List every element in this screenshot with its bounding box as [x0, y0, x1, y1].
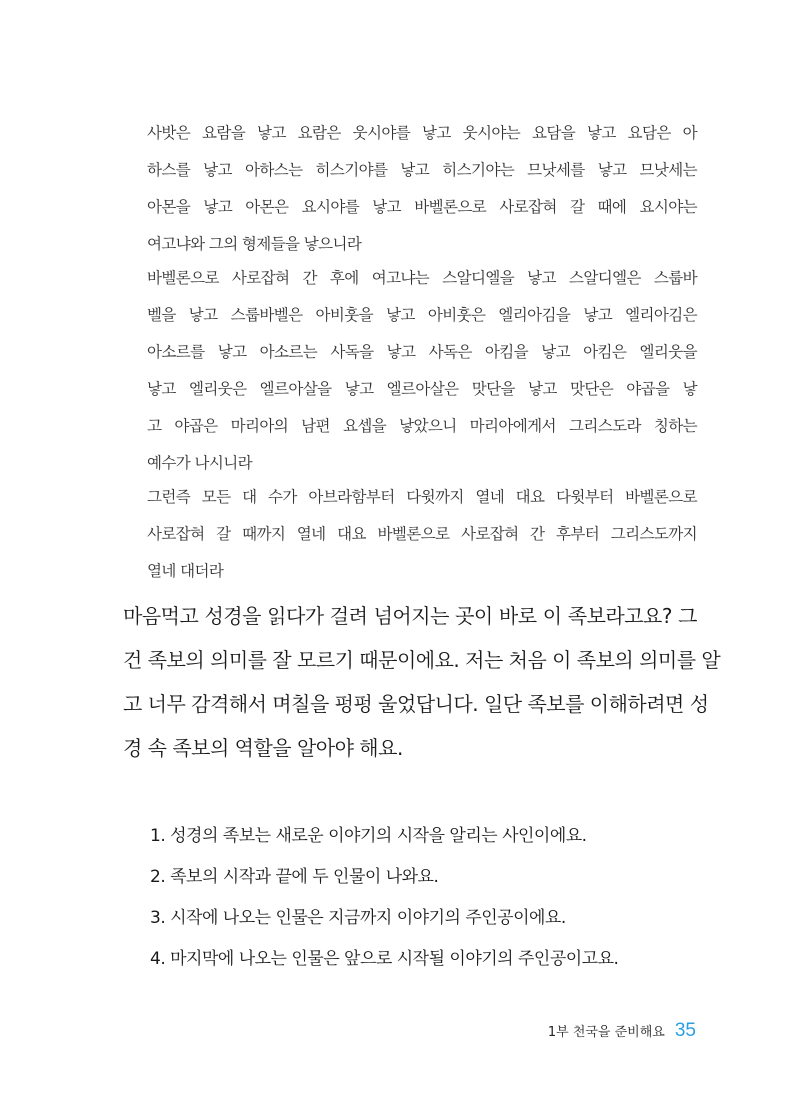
quote-line: 하스를 낳고 아하스는 히스기야를 낳고 히스기야는 므낫세를 낳고 므낫세는 [147, 161, 697, 179]
list-item: 3. 시작에 나오는 인물은 지금까지 이야기의 주인공이에요. [150, 908, 566, 928]
body-line: 경 속 족보의 역할을 알아야 해요. [123, 736, 403, 760]
quote-line: 바벨론으로 사로잡혀 간 후에 여고냐는 스알디엘을 낳고 스알디엘은 스룹바 [147, 269, 697, 287]
body-line: 고 너무 감격해서 며칠을 펑펑 울었답니다. 일단 족보를 이해하려면 성 [123, 692, 709, 716]
body-line: 건 족보의 의미를 잘 모르기 때문이에요. 저는 처음 이 족보의 의미를 알 [123, 648, 721, 672]
section-title: 1부 천국을 준비해요 [547, 1025, 665, 1040]
quote-line: 사로잡혀 갈 때까지 열네 대요 바벨론으로 사로잡혀 간 후부터 그리스도까지 [147, 525, 697, 543]
page-footer [548, 1020, 696, 1042]
body-line: 마음먹고 성경을 읽다가 걸려 넘어지는 곳이 바로 이 족보라고요? 그 [123, 604, 697, 628]
quote-line: 사밧은 요람을 낳고 요람은 웃시야를 낳고 웃시야는 요담을 낳고 요담은 아 [147, 124, 697, 142]
list-item: 2. 족보의 시작과 끝에 두 인물이 나와요. [150, 867, 439, 887]
quote-line: 아몬을 낳고 아몬은 요시야를 낳고 바벨론으로 사로잡혀 갈 때에 요시야는 [147, 198, 697, 216]
list-item: 4. 마지막에 나오는 인물은 앞으로 시작될 이야기의 주인공이고요. [150, 949, 619, 969]
body-paragraph [123, 594, 721, 770]
list-item: 1. 성경의 족보는 새로운 이야기의 시작을 알리는 사인이에요. [150, 826, 587, 846]
scripture-quote-3 [147, 479, 697, 590]
quote-line: 열네 대더라 [147, 562, 224, 580]
page-number: 35 [674, 1020, 696, 1041]
quote-line: 예수가 나시니라 [147, 454, 252, 472]
quote-line: 그런즉 모든 대 수가 아브라함부터 다윗까지 열네 대요 다윗부터 바벨론으로 [147, 488, 697, 506]
quote-line: 벨을 낳고 스룹바벨은 아비훗을 낳고 아비훗은 엘리아김을 낳고 엘리아김은 [147, 306, 697, 324]
quote-line: 고 야곱은 마리아의 남편 요셉을 낳았으니 마리아에게서 그리스도라 칭하는 [147, 417, 697, 435]
scripture-quote-1 [147, 115, 697, 263]
quote-line: 낳고 엘리웃은 엘르아살을 낳고 엘르아살은 맛단을 낳고 맛단은 야곱을 낳 [147, 380, 697, 398]
quote-line: 여고냐와 그의 형제들을 낳으니라 [147, 235, 362, 253]
numbered-list [150, 816, 618, 980]
scripture-quote-2 [147, 260, 697, 482]
quote-line: 아소르를 낳고 아소르는 사독을 낳고 사독은 아킴을 낳고 아킴은 엘리웃을 [147, 343, 697, 361]
